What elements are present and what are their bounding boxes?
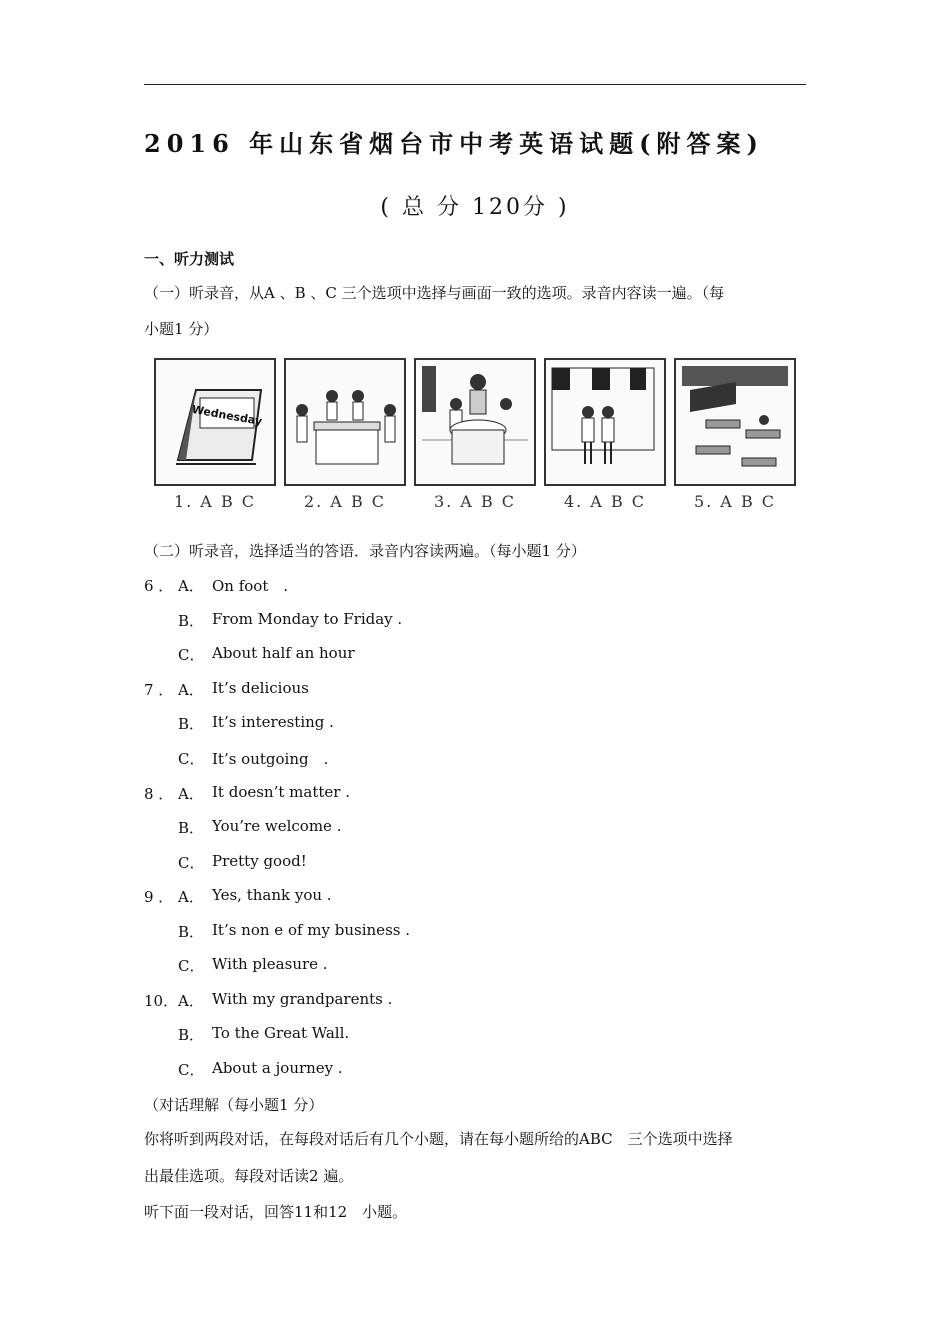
option-letter: B． (178, 1026, 205, 1044)
picture-1-label: 1. A B C (173, 492, 257, 511)
option-text: From Monday to Friday . (212, 610, 403, 628)
option-text: With pleasure . (212, 955, 328, 973)
option-letter: A． (178, 992, 204, 1010)
part1-instructions-line2: 小题1 分） (144, 320, 219, 338)
option-text: On foot . (212, 577, 289, 595)
picture-5-classroom-image (674, 358, 796, 486)
option-text: Pretty good! (212, 852, 307, 870)
picture-4-museum-image (544, 358, 666, 486)
option-letter: A． (178, 577, 204, 595)
question-number: 9 ． (144, 888, 174, 906)
option-text: It doesn’t matter . (212, 783, 350, 801)
option-text: Yes, thank you . (212, 886, 332, 904)
question-number: 10． (144, 992, 179, 1010)
option-letter: A． (178, 888, 204, 906)
picture-2-children-table-image (284, 358, 406, 486)
part3-instructions-line1: 你将听到两段对话，在每段对话后有几个小题，请在每小题所给的ABC 三个选项中选择 (144, 1130, 733, 1148)
option-text: About half an hour (212, 644, 355, 662)
option-letter: B． (178, 715, 205, 733)
part2-instructions: （二）听录音，选择适当的答语．录音内容读两遍。（每小题1 分） (144, 542, 586, 560)
option-letter: A． (178, 785, 204, 803)
picture-2-label: 2. A B C (303, 492, 387, 511)
option-text: With my grandparents . (212, 990, 393, 1008)
option-text: It’s outgoing . (212, 750, 329, 768)
option-letter: B． (178, 612, 205, 630)
picture-1-calendar-image (154, 358, 276, 486)
option-letter: B． (178, 923, 205, 941)
document-title: 2016 年山东省烟台市中考英语试题(附答案) (144, 129, 764, 158)
total-score-subtitle: ( 总 分 120分 ) (380, 195, 570, 220)
question-number: 7 ． (144, 681, 174, 699)
picture-5-label: 5. A B C (693, 492, 777, 511)
picture-3-label: 3. A B C (433, 492, 517, 511)
option-text: To the Great Wall. (212, 1024, 350, 1042)
part1-instructions-line1: （一）听录音，从A 、B 、C 三个选项中选择与画面一致的选项。录音内容读一遍。（每 (144, 284, 725, 302)
picture-row (150, 358, 800, 518)
picture-3-dinner-image (414, 358, 536, 486)
option-text: About a journey . (212, 1059, 343, 1077)
option-letter: A． (178, 681, 204, 699)
header-rule (144, 84, 806, 85)
option-text: It’s interesting . (212, 713, 334, 731)
option-letter: C． (178, 646, 205, 664)
part3-heading: （对话理解（每小题1 分） (144, 1096, 324, 1114)
option-text: You’re welcome . (212, 817, 342, 835)
option-text: It’s delicious (212, 679, 309, 697)
option-letter: C． (178, 1061, 205, 1079)
question-number: 8 ． (144, 785, 174, 803)
option-letter: C． (178, 750, 205, 768)
part3-instructions-line2: 出最佳选项。每段对话读2 遍。 (144, 1167, 354, 1185)
option-letter: C． (178, 854, 205, 872)
question-number: 6 ． (144, 577, 174, 595)
picture-4-label: 4. A B C (563, 492, 647, 511)
option-letter: C． (178, 957, 205, 975)
calendar-text: Wednesday (190, 402, 264, 429)
part3-instructions-line3: 听下面一段对话，回答11和12 小题。 (144, 1203, 408, 1221)
section1-heading: 一、听力测试 (144, 250, 235, 268)
option-letter: B． (178, 819, 205, 837)
option-text: It’s non e of my business . (212, 921, 410, 939)
